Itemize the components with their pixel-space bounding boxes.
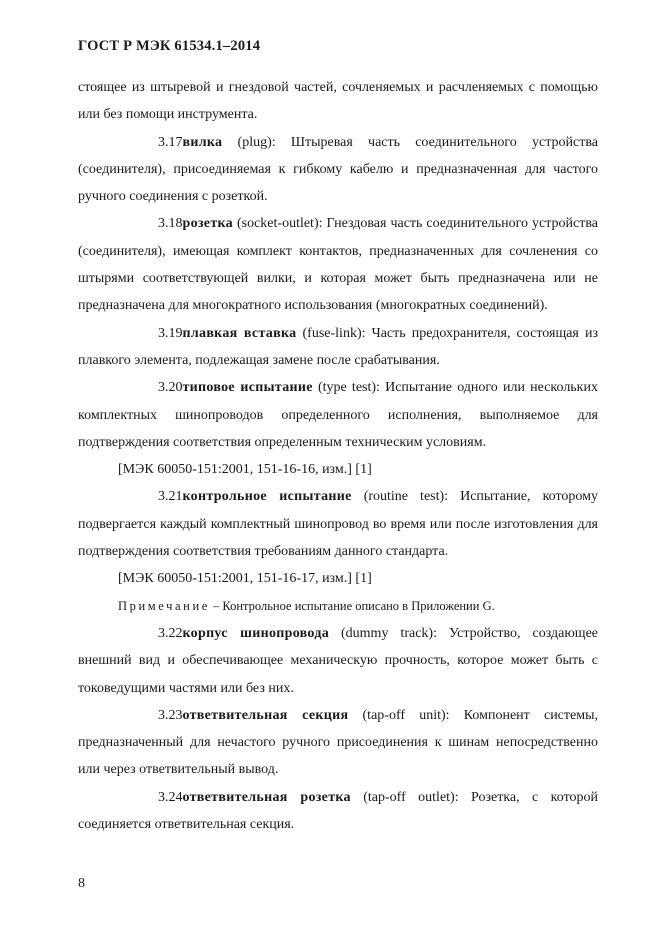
note-label: Примечание bbox=[118, 598, 210, 613]
note-text: – Контрольное испытание описано в Приложении G. bbox=[209, 598, 495, 613]
term-3-19 bbox=[78, 320, 598, 375]
term-3-24 bbox=[78, 784, 598, 839]
term-definition: (fuse-link): Часть предохранителя, состоящая из плавкого элемента, подлежащая замене после срабатывания. bbox=[78, 325, 598, 368]
term-3-20 bbox=[78, 374, 598, 456]
term-definition: (tap-off outlet): Розетка, с которой соединяется ответвительная секция. bbox=[78, 789, 598, 833]
term-name: контрольное испытание bbox=[182, 489, 352, 505]
term-number: 3.24 bbox=[158, 789, 183, 805]
term-name: вилка bbox=[182, 134, 223, 150]
term-3-22 bbox=[78, 620, 598, 702]
term-definition: (routine test): Испытание, которому подвергается каждый комплектный шинопровод во время или после изготовления для подтверждения соответствия требованиям данного стандарта. bbox=[78, 489, 598, 560]
intro-paragraph: стоящее из штыревой и гнездовой частей, сочленяемых и расчленяемых с помощью или без помощи инструмента. bbox=[78, 80, 598, 123]
term-definition: (dummy track): Устройство, создающее внешний вид и обеспечивающее механическую прочность, которое может быть с токоведущими частями или без них. bbox=[78, 625, 598, 696]
term-3-20-reference: [МЭК 60050-151:2001, 151-16-16, изм.] [1] bbox=[118, 462, 372, 478]
term-3-18 bbox=[78, 210, 598, 319]
term-3-21-note bbox=[78, 593, 598, 620]
term-3-17 bbox=[78, 129, 598, 211]
term-3-21 bbox=[78, 483, 598, 565]
page-number: 8 bbox=[78, 876, 85, 891]
term-name: корпус шинопровода bbox=[182, 625, 330, 641]
document-body bbox=[78, 74, 598, 838]
term-number: 3.22 bbox=[158, 625, 183, 641]
term-name: розетка bbox=[182, 216, 233, 232]
term-number: 3.23 bbox=[158, 707, 183, 723]
term-3-23 bbox=[78, 702, 598, 784]
term-3-21-reference: [МЭК 60050-151:2001, 151-16-17, изм.] [1] bbox=[118, 571, 372, 587]
term-number: 3.21 bbox=[158, 489, 183, 505]
term-definition: (plug): Штыревая часть соединительного устройства (соединителя), присоединяемая к гибкому кабелю и предназначенная для частого ручного соединения с розеткой. bbox=[78, 134, 598, 205]
term-number: 3.19 bbox=[158, 325, 183, 341]
term-number: 3.20 bbox=[158, 380, 183, 396]
term-definition: (socket-outlet): Гнездовая часть соединительного устройства (соединителя), имеющая комплект контактов, предназначенных для сочленения со штырями соответствующей вилки, и которая может быть предназначена или не предназначена для многократного использования (многократных соединений). bbox=[78, 216, 598, 314]
term-number: 3.17 bbox=[158, 134, 183, 150]
term-name: ответвительная розетка bbox=[182, 789, 351, 805]
term-name: типовое испытание bbox=[182, 380, 313, 396]
document-header: ГОСТ Р МЭК 61534.1–2014 bbox=[78, 38, 261, 54]
term-definition: (tap-off unit): Компонент системы, предназначенный для нечастого ручного присоединения к шинам непосредственно или через ответвительный вывод. bbox=[78, 707, 598, 778]
term-number: 3.18 bbox=[158, 216, 183, 232]
term-name: плавкая вставка bbox=[182, 325, 297, 341]
term-name: ответвительная секция bbox=[182, 707, 349, 723]
term-definition: (type test): Испытание одного или нескольких комплектных шинопроводов определенного исполнения, выполняемое для подтверждения соответствия определенным техническим условиям. bbox=[78, 380, 598, 450]
